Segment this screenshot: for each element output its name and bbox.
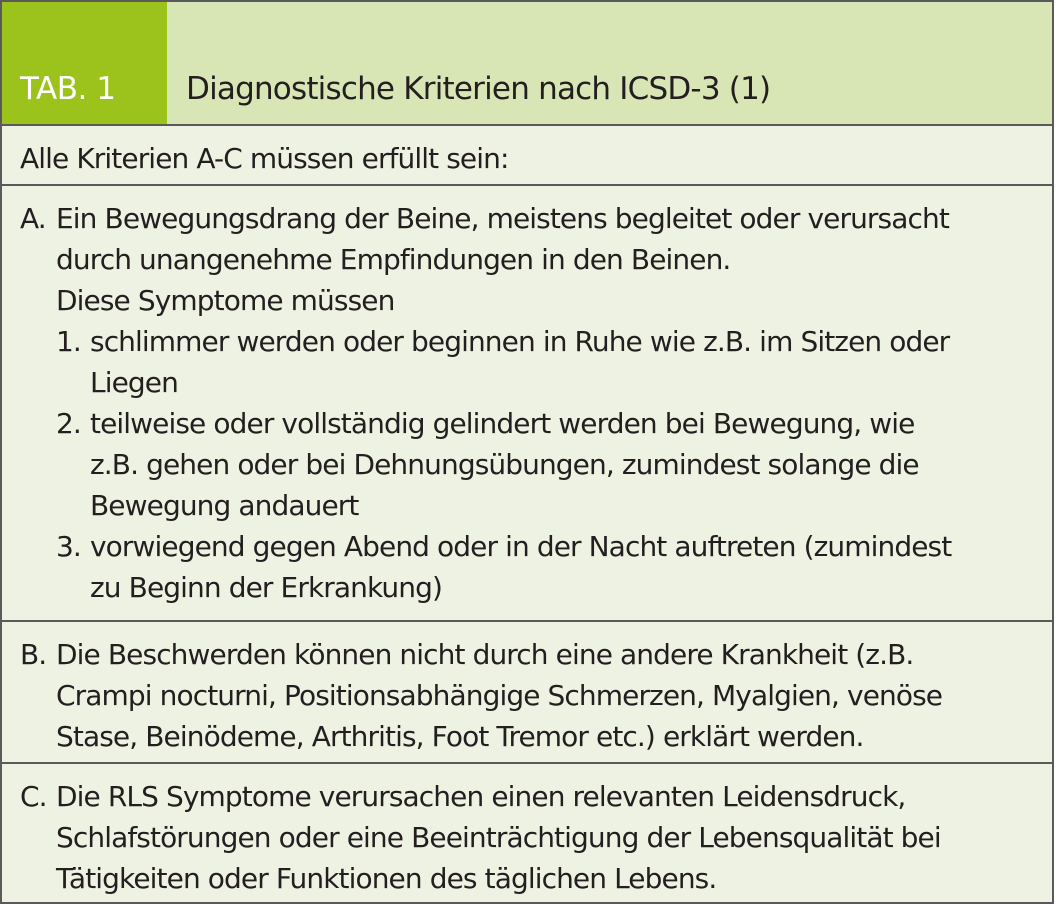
symptom-line: vorwiegend gegen Abend oder in der Nacht auftreten (zumindest xyxy=(90,530,952,563)
intro-text: Alle Kriterien A-C müssen erfüllt sein: xyxy=(20,142,509,175)
symptom-number: 3. xyxy=(56,530,81,563)
criterion-c-text xyxy=(56,776,1046,899)
symptom-number: 1. xyxy=(56,325,81,358)
criterion-c-row xyxy=(2,764,1052,902)
criterion-b-line: Die Beschwerden können nicht durch eine andere Krankheit (z.B. xyxy=(56,638,914,671)
symptom-line: zu Beginn der Erkrankung) xyxy=(90,571,443,604)
criterion-b-text xyxy=(56,634,1046,757)
table-header xyxy=(2,2,1052,126)
table-number-text: TAB. 1 xyxy=(20,71,116,107)
criterion-a-line: Diese Symptome müssen xyxy=(56,284,395,317)
symptom-line: Liegen xyxy=(90,366,178,399)
criterion-b-row xyxy=(2,622,1052,764)
symptom-line: Bewegung andauert xyxy=(90,489,359,522)
intro-row xyxy=(2,126,1052,186)
symptom-line: z.B. gehen oder bei Dehnungsübungen, zumindest solange die xyxy=(90,448,919,481)
criterion-b-letter: B. xyxy=(20,638,47,671)
symptom-item-1 xyxy=(56,321,1046,403)
criterion-c-letter: C. xyxy=(20,780,47,813)
criterion-a-line: durch unangenehme Empfindungen in den Beinen. xyxy=(56,243,731,276)
symptom-line: schlimmer werden oder beginnen in Ruhe wie z.B. im Sitzen oder xyxy=(90,325,950,358)
criterion-a-letter: A. xyxy=(20,202,46,235)
symptom-number: 2. xyxy=(56,407,81,440)
symptom-item-3 xyxy=(56,526,1046,608)
criterion-c-line: Tätigkeiten oder Funktionen des täglichen Lebens. xyxy=(56,862,717,895)
table-number-label xyxy=(2,2,167,124)
criterion-b-line: Crampi nocturni, Positionsabhängige Schmerzen, Myalgien, venöse xyxy=(56,679,943,712)
table-title: Diagnostische Kriterien nach ICSD-3 (1) xyxy=(186,71,771,107)
criterion-c-line: Die RLS Symptome verursachen einen relevanten Leidensdruck, xyxy=(56,780,906,813)
criterion-c-line: Schlafstörungen oder eine Beeinträchtigung der Lebensqualität bei xyxy=(56,821,941,854)
criterion-b-line: Stase, Beinödeme, Arthritis, Foot Tremor etc.) erklärt werden. xyxy=(56,720,864,753)
criterion-a-line: Ein Bewegungsdrang der Beine, meistens begleitet oder verursacht xyxy=(56,202,949,235)
criterion-a-text xyxy=(56,198,1046,608)
symptom-item-2 xyxy=(56,403,1046,526)
symptom-line: teilweise oder vollständig gelindert werden bei Bewegung, wie xyxy=(90,407,915,440)
criterion-a-row xyxy=(2,186,1052,622)
